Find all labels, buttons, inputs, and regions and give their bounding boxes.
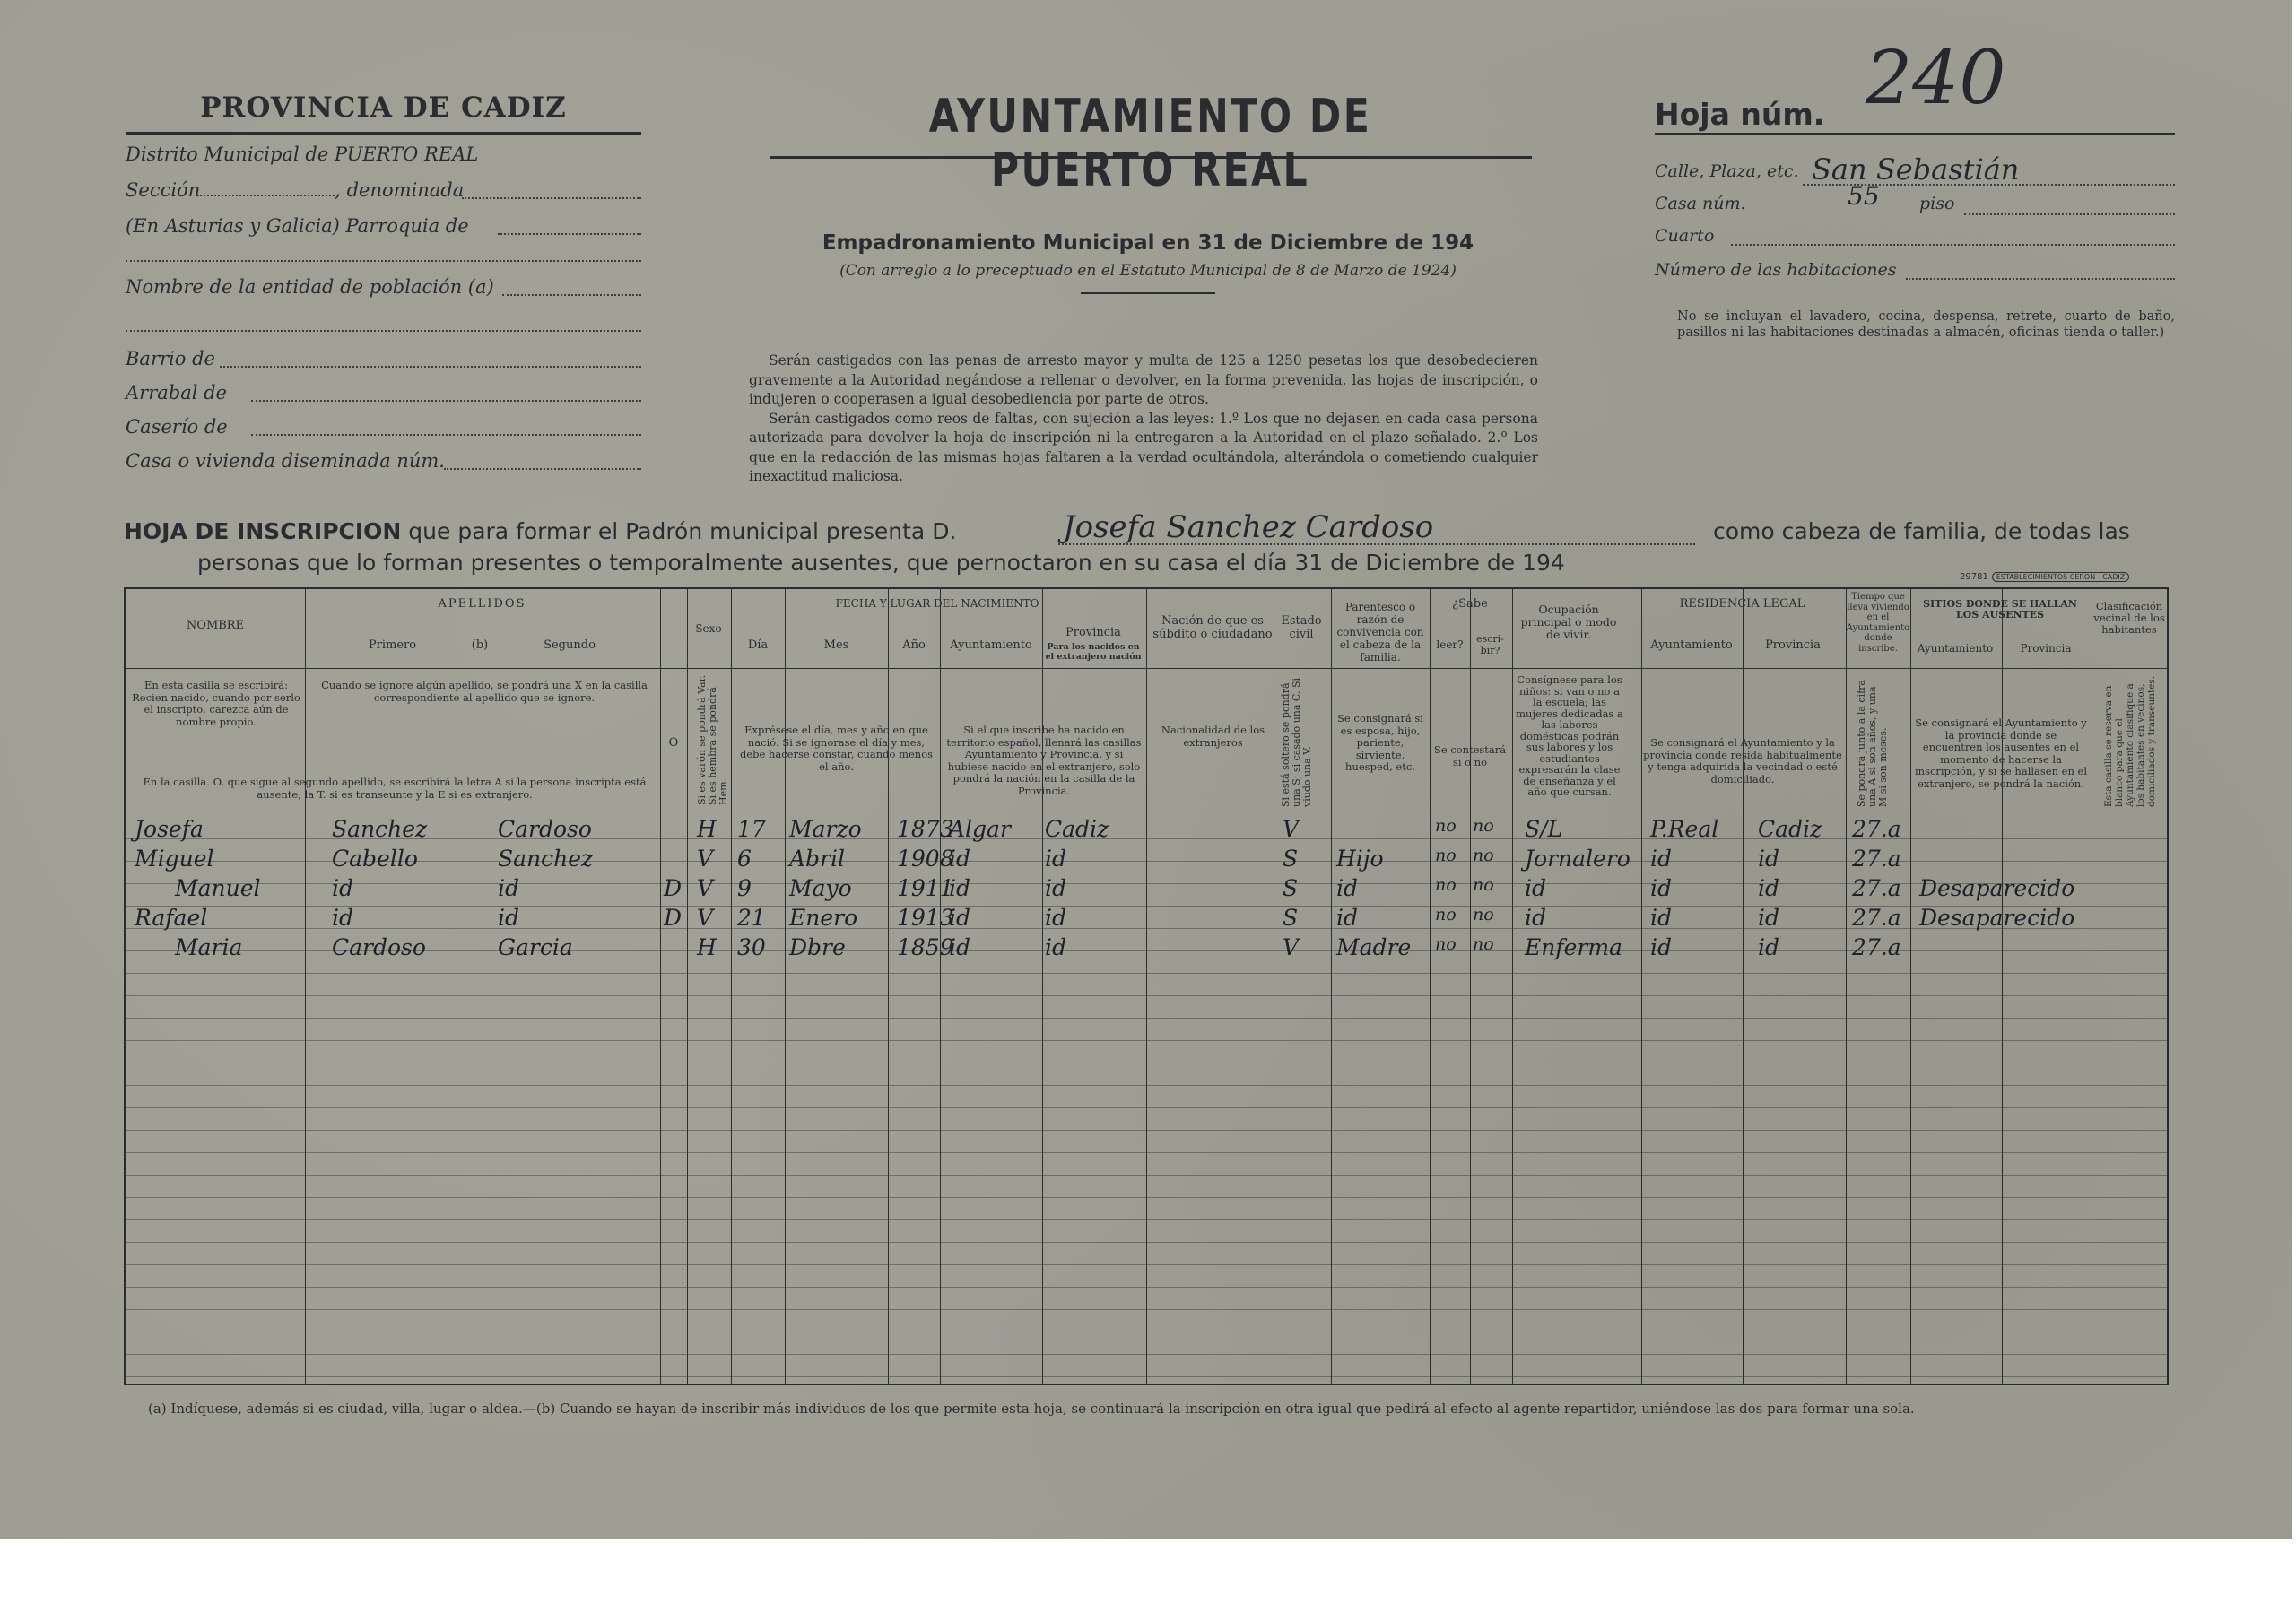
cell-res-ayto: id bbox=[1650, 905, 1672, 931]
cell-ocupacion: id bbox=[1525, 875, 1546, 901]
column-rule bbox=[1146, 587, 1147, 1385]
inscription-text-1: que para formar el Padrón municipal presenta D. bbox=[408, 518, 957, 544]
column-rule bbox=[1470, 587, 1471, 1385]
row-rule bbox=[126, 1085, 2167, 1086]
instruction-sabe: Se contestará si o no bbox=[1433, 743, 1507, 768]
cell-ocupacion: Jornalero bbox=[1525, 846, 1631, 872]
penalty-paragraph-1: Serán castigados con las penas de arresto mayor y multa de 125 a 1250 pesetas los que desobedecieren gravemente a la Autoridad negándose a rellenar o devolver, en la forma prevenida, las hojas de inscripción, o indujeren o cooperasen a igual desobediencia por parte de otros. bbox=[749, 352, 1538, 407]
cell-nombre: Manuel bbox=[175, 875, 261, 901]
column-rule bbox=[1846, 587, 1847, 1385]
cell-prov: id bbox=[1045, 875, 1066, 901]
column-rule bbox=[1910, 587, 1911, 1385]
row-rule bbox=[126, 1264, 2167, 1265]
column-rule bbox=[2002, 587, 2003, 1385]
instruction-estado: Si está soltero se pondrá una S; si casado una C. Si viudo una V. bbox=[1280, 678, 1313, 807]
cell-nombre: Rafael bbox=[135, 905, 208, 931]
cell-escribir: no bbox=[1473, 846, 1494, 865]
cell-ayto: id bbox=[949, 875, 970, 901]
col-header-primero: Primero bbox=[368, 638, 417, 652]
cell-nombre: Miguel bbox=[135, 846, 214, 872]
instruction-fecha: Exprésese el día, mes y año en que nació. Si se ignorase el día y mes, debe hacerse constar, cuando menos el año. bbox=[739, 724, 934, 773]
cell-primero: Sanchez bbox=[332, 816, 428, 842]
column-rule bbox=[660, 587, 661, 1385]
row-rule bbox=[126, 1354, 2167, 1355]
cell-segundo: id bbox=[498, 875, 519, 901]
cell-dia: 6 bbox=[737, 846, 752, 872]
dotted-line bbox=[1906, 278, 2175, 280]
cell-o: D bbox=[664, 875, 683, 901]
cuarto-label: Cuarto bbox=[1655, 226, 1715, 246]
col-header-ocupacion: Ocupación principal o modo de vivir. bbox=[1520, 603, 1617, 641]
header-rule bbox=[124, 668, 2169, 669]
instruction-sitios: Se consignará el Ayuntamiento y la provincia donde se encuentren los ausentes en el momento de hacerse la inscripción, y si se hallasen en el extranjero, se pondrá la nación. bbox=[1914, 716, 2088, 790]
column-rule bbox=[1512, 587, 1513, 1385]
family-head-name: Josefa Sanchez Cardoso bbox=[1063, 509, 1434, 545]
col-header-provincia: Provincia bbox=[1065, 626, 1121, 639]
hoja-number: 240 bbox=[1866, 36, 2006, 121]
dotted-line bbox=[444, 468, 641, 470]
column-rule bbox=[305, 587, 306, 1385]
cell-leer: no bbox=[1435, 905, 1457, 924]
cell-ayto: id bbox=[949, 905, 970, 931]
dotted-line bbox=[498, 233, 641, 235]
row-rule bbox=[126, 1107, 2167, 1108]
cell-ano: 1873 bbox=[897, 816, 954, 842]
cell-leer: no bbox=[1435, 934, 1457, 954]
col-header-fecha-lugar: FECHA Y LUGAR DEL NACIMIENTO bbox=[835, 597, 1039, 610]
dotted-line bbox=[502, 294, 641, 296]
casa-diseminada-label: Casa o vivienda diseminada núm. bbox=[126, 450, 445, 472]
cell-dia: 21 bbox=[737, 905, 766, 931]
cell-tiempo: 27.a bbox=[1852, 875, 1901, 901]
instruction-ocupacion: Consígnese para los niños: si van o no a la escuela; las mujeres dedicadas a las labores domésticas podrán sus labores y los estudiantes expresarán la clase de enseñanza y el año que cursan. bbox=[1516, 673, 1623, 798]
cell-res-prov: id bbox=[1758, 905, 1779, 931]
cell-estado: V bbox=[1283, 934, 1300, 960]
column-rule bbox=[1641, 587, 1642, 1385]
cell-ano: 1911 bbox=[897, 875, 954, 901]
divider bbox=[770, 156, 1532, 159]
habitaciones-note: No se incluyan el lavadero, cocina, despensa, retrete, cuarto de baño, pasillos ni las habitaciones destinadas a almacén, oficinas tienda o taller.) bbox=[1677, 309, 2175, 340]
row-rule bbox=[126, 1130, 2167, 1131]
cell-segundo: Garcia bbox=[498, 934, 573, 960]
cell-escribir: no bbox=[1473, 934, 1494, 954]
cell-mes: Marzo bbox=[789, 816, 862, 842]
dotted-line bbox=[1058, 543, 1695, 545]
cell-segundo: Sanchez bbox=[498, 846, 594, 872]
col-header-sabe: ¿Sabe bbox=[1452, 597, 1488, 611]
cell-leer: no bbox=[1435, 875, 1457, 895]
cell-leer: no bbox=[1435, 846, 1457, 865]
estatuto-subheading: (Con arreglo a lo preceptuado en el Estatuto Municipal de 8 de Marzo de 1924) bbox=[839, 262, 1457, 280]
col-header-tiempo: Tiempo que lleva viviendo en el Ayuntamiento donde inscribe. bbox=[1846, 592, 1910, 654]
row-rule bbox=[126, 1287, 2167, 1288]
inscription-bold: HOJA DE INSCRIPCION bbox=[124, 518, 402, 544]
cell-primero: Cardoso bbox=[332, 934, 426, 960]
cell-prov: Cadiz bbox=[1045, 816, 1109, 842]
cell-dia: 9 bbox=[737, 875, 752, 901]
cell-primero: id bbox=[332, 905, 353, 931]
cell-estado: S bbox=[1283, 905, 1299, 931]
cell-segundo: Cardoso bbox=[498, 816, 592, 842]
cell-parentesco: id bbox=[1336, 905, 1358, 931]
col-header-sit-provincia: Provincia bbox=[2020, 642, 2072, 655]
cell-sexo: V bbox=[697, 905, 714, 931]
column-rule bbox=[940, 587, 941, 1385]
instruction-parentesco: Se consignará si es esposa, hijo, pariente, sirviente, huesped, etc. bbox=[1337, 712, 1423, 773]
cell-res-prov: id bbox=[1758, 846, 1779, 872]
cell-sexo: V bbox=[697, 875, 714, 901]
dotted-line bbox=[251, 434, 641, 436]
cell-escribir: no bbox=[1473, 816, 1494, 836]
column-rule bbox=[1430, 587, 1431, 1385]
cell-res-ayto: P.Real bbox=[1650, 816, 1719, 842]
cell-nombre: Maria bbox=[175, 934, 243, 960]
hoja-label: Hoja núm. bbox=[1655, 97, 1825, 132]
cell-ocupacion: S/L bbox=[1525, 816, 1563, 842]
cell-tiempo: 27.a bbox=[1852, 846, 1901, 872]
cell-ano: 1859 bbox=[897, 934, 954, 960]
cell-ocupacion: id bbox=[1525, 905, 1546, 931]
cell-mes: Enero bbox=[789, 905, 858, 931]
cell-mes: Dbre bbox=[789, 934, 846, 960]
row-rule bbox=[126, 1197, 2167, 1198]
cell-sit-ayto: Desaparecido bbox=[1919, 875, 2075, 901]
row-rule bbox=[126, 1376, 2167, 1377]
casa-num-label: Casa núm. bbox=[1655, 194, 1746, 213]
col-header-ano: Año bbox=[902, 638, 926, 652]
caserio-label: Caserío de bbox=[126, 416, 228, 438]
col-header-nacion: Nación de que es súbdito o ciudadano bbox=[1152, 614, 1273, 641]
piso-label: piso bbox=[1919, 194, 1955, 213]
footer-note: (a) Indíquese, además si es ciudad, villa, lugar o aldea.—(b) Cuando se hayan de inscribir más individuos de los que permite esta hoja, se continuará la inscripción en otra igual que pedirá al efecto al agente repartidor, uniéndose las dos para formar una sola. bbox=[148, 1401, 1915, 1417]
cell-ayto: id bbox=[949, 934, 970, 960]
column-rule bbox=[1743, 587, 1744, 1385]
col-header-escribir: escri-bir? bbox=[1476, 633, 1504, 656]
col-header-nombre: NOMBRE bbox=[186, 619, 245, 632]
divider bbox=[1655, 133, 2175, 135]
instruction-apellidos: Cuando se ignore algún apellido, se pondrá una X en la casilla correspondiente al apellido que se ignore. bbox=[321, 679, 648, 704]
cell-mes: Mayo bbox=[789, 875, 852, 901]
divider bbox=[126, 132, 641, 135]
row-rule bbox=[126, 1040, 2167, 1041]
cell-res-prov: id bbox=[1758, 934, 1779, 960]
col-header-segundo: Segundo bbox=[544, 638, 596, 652]
cell-leer: no bbox=[1435, 816, 1457, 836]
penalty-paragraph-2: Serán castigados como reos de faltas, con sujeción a las leyes: 1.º Los que no dejasen en cada casa persona autorizada para devolver la hoja de inscripción ni la entregaren a la Autoridad en el plazo señalado. 2.º Los que en la redacción de las mismas hojas faltaren a la verdad ocultándola, alterándola o cometiendo cualquier inexactitud maliciosa. bbox=[749, 410, 1538, 484]
instruction-residencia: Se consignará el Ayuntamiento y la provincia donde resida habitualmente y tenga adquirida la vecindad o esté domiciliado. bbox=[1643, 736, 1842, 785]
ornament-line bbox=[1081, 292, 1215, 294]
cell-ano: 1908 bbox=[897, 846, 954, 872]
col-header-mes: Mes bbox=[823, 638, 849, 652]
cell-tiempo: 27.a bbox=[1852, 816, 1901, 842]
cell-nombre: Josefa bbox=[135, 816, 204, 842]
column-rule bbox=[687, 587, 688, 1385]
cell-estado: S bbox=[1283, 846, 1299, 872]
cell-segundo: id bbox=[498, 905, 519, 931]
cell-parentesco: Madre bbox=[1336, 934, 1412, 960]
dotted-line bbox=[462, 197, 641, 199]
row-rule bbox=[126, 1242, 2167, 1243]
col-header-estado: Estado civil bbox=[1281, 614, 1322, 641]
inscription-line-2: personas que lo forman presentes o temporalmente ausentes, que pernoctaron en su casa el día 31 de Diciembre de 194 bbox=[197, 550, 1565, 576]
column-rule bbox=[1331, 587, 1332, 1385]
row-rule bbox=[126, 1175, 2167, 1176]
cell-estado: S bbox=[1283, 875, 1299, 901]
province-title: PROVINCIA DE CADIZ bbox=[200, 91, 567, 124]
cell-escribir: no bbox=[1473, 875, 1494, 895]
cell-o: D bbox=[664, 905, 683, 931]
arrabal-label: Arrabal de bbox=[126, 382, 227, 404]
cell-sexo: V bbox=[697, 846, 714, 872]
cell-ano: 1913 bbox=[897, 905, 954, 931]
cell-tiempo: 27.a bbox=[1852, 934, 1901, 960]
col-header-sexo: Sexo bbox=[695, 622, 722, 635]
cell-parentesco: Hijo bbox=[1336, 846, 1384, 872]
col-header-residencia: RESIDENCIA LEGAL bbox=[1679, 597, 1805, 611]
col-header-b: (b) bbox=[471, 638, 489, 652]
cell-primero: id bbox=[332, 875, 353, 901]
cell-sit-ayto: Desaparecido bbox=[1919, 905, 2075, 931]
cell-dia: 17 bbox=[737, 816, 766, 842]
instruction-clasificacion: Esta casilla se reserva en blanco para que el Ayuntamiento clasifique a los habitantes en vecinos, domiciliados y transeuntes. bbox=[2103, 675, 2157, 807]
cell-res-ayto: id bbox=[1650, 875, 1672, 901]
calle-value: San Sebastián bbox=[1812, 152, 2020, 187]
col-header-sit-ayuntamiento: Ayuntamiento bbox=[1917, 642, 1994, 655]
seccion-label: Sección , denominada bbox=[126, 179, 465, 201]
row-rule bbox=[126, 995, 2167, 996]
cell-escribir: no bbox=[1473, 905, 1494, 924]
instruction-o-label: O bbox=[668, 736, 679, 750]
row-rule bbox=[126, 1018, 2167, 1019]
cell-res-prov: id bbox=[1758, 875, 1779, 901]
printer-stamp: 29781 ESTABLECIMIENTOS CERON - CADIZ bbox=[1960, 572, 2129, 582]
col-header-clasificacion: Clasificación vecinal de los habitantes bbox=[2093, 600, 2165, 636]
col-header-parentesco: Parentesco o razón de convivencia con el cabeza de la familia. bbox=[1336, 601, 1424, 664]
empadronamiento-heading: Empadronamiento Municipal en 31 de Diciembre de 194 bbox=[822, 231, 1474, 255]
calle-label: Calle, Plaza, etc. bbox=[1655, 161, 1799, 181]
parroquia-label: (En Asturias y Galicia) Parroquia de bbox=[126, 215, 469, 237]
cell-mes: Abril bbox=[789, 846, 845, 872]
cell-sexo: H bbox=[697, 816, 717, 842]
instruction-lugar: Si el que inscribe ha nacido en territorio español, llenará las casillas Ayuntamiento y Provincia, y si hubiese nacido en el extranjero, solo pondrá la nación en la casilla de la Provincia. bbox=[946, 724, 1142, 797]
habitaciones-label: Número de las habitaciones bbox=[1655, 260, 1897, 280]
cell-res-ayto: id bbox=[1650, 846, 1672, 872]
column-rule bbox=[1042, 587, 1043, 1385]
col-header-res-provincia: Provincia bbox=[1765, 638, 1821, 652]
dotted-line bbox=[220, 366, 641, 368]
cell-parentesco: id bbox=[1336, 875, 1358, 901]
cell-prov: id bbox=[1045, 934, 1066, 960]
inscription-text-2: como cabeza de familia, de todas las bbox=[1713, 518, 2130, 544]
instruction-casilla-o: En la casilla. O, que sigue al segundo apellido, se escribirá la letra A si la persona inscripta está ausente; la T. si es transeunte y la E si es extranjero. bbox=[143, 776, 647, 801]
cell-res-prov: Cadiz bbox=[1758, 816, 1822, 842]
cell-ayto: Algar bbox=[949, 816, 1011, 842]
instruction-tiempo: Se pondrá junto a la cifra una A si son años, y una M si son meses. bbox=[1856, 680, 1889, 807]
main-title: AYUNTAMIENTO DE PUERTO REAL bbox=[928, 90, 1372, 197]
instruction-sexo: Si es varón se pondrá Var. Si es hembra se pondrá Hem. bbox=[696, 674, 729, 805]
col-header-dia: Día bbox=[747, 638, 769, 652]
row-rule bbox=[126, 973, 2167, 974]
casa-num-value: 55 bbox=[1848, 181, 1880, 211]
instruction-nacion: Nacionalidad de los extranjeros bbox=[1161, 724, 1265, 749]
cell-ayto: id bbox=[949, 846, 970, 872]
col-header-apellidos: APELLIDOS bbox=[438, 597, 526, 611]
col-header-provincia-sub: Para los nacidos en el extranjero nación bbox=[1045, 642, 1142, 662]
cell-tiempo: 27.a bbox=[1852, 905, 1901, 931]
entidad-label: Nombre de la entidad de población (a) bbox=[126, 276, 494, 298]
row-rule bbox=[126, 1219, 2167, 1220]
penalty-notice bbox=[749, 352, 1538, 487]
dotted-line bbox=[251, 400, 641, 402]
cell-primero: Cabello bbox=[332, 846, 418, 872]
column-rule bbox=[785, 587, 786, 1385]
dotted-line bbox=[126, 260, 641, 262]
cell-prov: id bbox=[1045, 905, 1066, 931]
column-rule bbox=[888, 587, 889, 1385]
cell-ocupacion: Enferma bbox=[1525, 934, 1622, 960]
barrio-label: Barrio de bbox=[126, 348, 215, 369]
cell-sexo: H bbox=[697, 934, 717, 960]
inscription-line-1 bbox=[124, 518, 956, 544]
cell-dia: 30 bbox=[737, 934, 766, 960]
col-header-ayuntamiento: Ayuntamiento bbox=[950, 638, 1032, 652]
instruction-nombre: En esta casilla se escribirá: Recien nacido, cuando por serlo el inscripto, carezca aún de nombre propio. bbox=[132, 679, 300, 728]
cell-prov: id bbox=[1045, 846, 1066, 872]
cell-estado: V bbox=[1283, 816, 1300, 842]
district-label: Distrito Municipal de PUERTO REAL bbox=[126, 143, 479, 165]
column-rule bbox=[731, 587, 732, 1385]
dotted-line bbox=[1964, 213, 2175, 215]
dotted-line bbox=[1731, 244, 2175, 246]
row-rule bbox=[126, 1152, 2167, 1153]
cell-res-ayto: id bbox=[1650, 934, 1672, 960]
col-header-sitios: SITIOS DONDE SE HALLAN LOS AUSENTES bbox=[1923, 598, 2077, 621]
row-rule bbox=[126, 1309, 2167, 1310]
col-header-res-ayuntamiento: Ayuntamiento bbox=[1650, 638, 1733, 652]
dotted-line bbox=[126, 330, 641, 332]
col-header-leer: leer? bbox=[1436, 638, 1464, 651]
